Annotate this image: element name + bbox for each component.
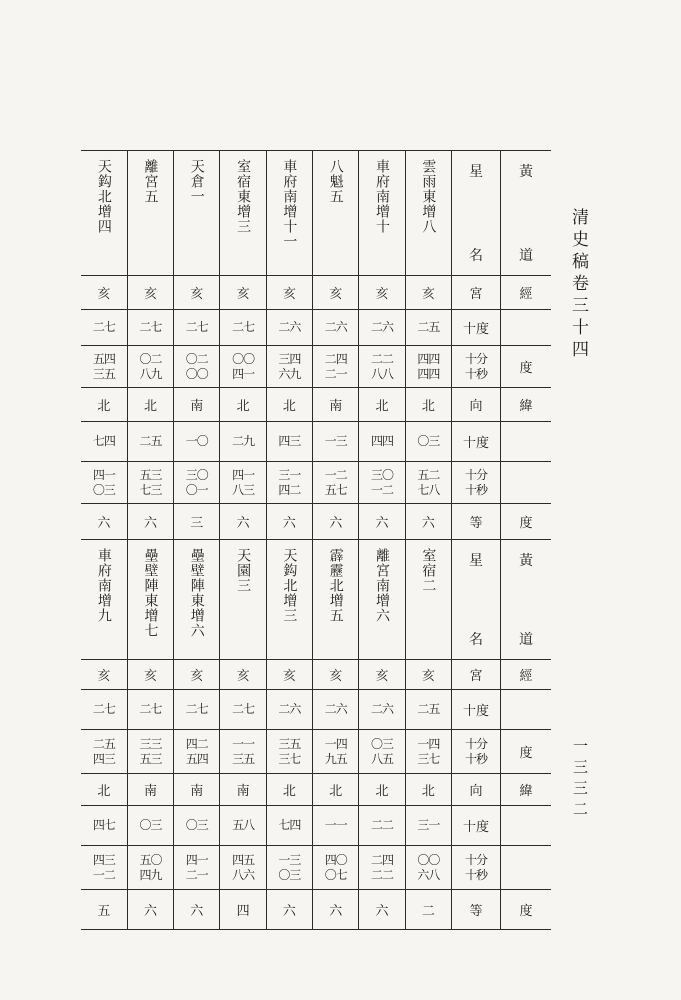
label-gong: 宮 — [452, 660, 501, 690]
xiang-cell: 北 — [405, 388, 451, 422]
star-name-cell — [359, 151, 405, 276]
deng-cell: 三 — [174, 504, 220, 540]
label-xing: 星 — [469, 164, 483, 180]
header-du: 度 — [501, 730, 552, 774]
star-name-cell — [81, 151, 127, 276]
running-title: 清史稿卷三十四 — [568, 208, 588, 362]
header-wei: 緯 — [501, 774, 552, 806]
xiang-cell: 北 — [97, 784, 111, 799]
wei-du-cell: 〇三 — [127, 806, 173, 846]
star-name: 離宮五 — [142, 159, 159, 204]
gong-cell: 亥 — [97, 287, 111, 302]
xiang-cell: 南 — [174, 774, 220, 806]
wei-fen-miao-cell: 一二 五七 — [313, 462, 359, 504]
wei-du-cell: 四七 — [92, 818, 115, 832]
star-name-cell — [313, 540, 359, 660]
star-name: 八魁五 — [327, 159, 344, 204]
xiang-cell: 北 — [220, 388, 266, 422]
jing-du-cell: 二七 — [127, 310, 173, 346]
jing-du-cell: 二六 — [266, 310, 312, 346]
jing-du-cell: 二七 — [174, 310, 220, 346]
jing-du-cell: 二七 — [174, 690, 220, 730]
jing-du-cell: 二七 — [127, 690, 173, 730]
gong-cell: 亥 — [313, 660, 359, 690]
wei-fen-miao-cell: 五三 七三 — [127, 462, 173, 504]
deng-cell: 六 — [174, 890, 220, 930]
xiang-cell: 北 — [359, 388, 405, 422]
jing-fen-miao-cell: 〇二 〇〇 — [174, 346, 220, 388]
jing-fen-miao-cell: 五四 三五 — [92, 351, 115, 381]
deng-cell: 六 — [359, 504, 405, 540]
header-du: 度 — [501, 890, 552, 930]
wei-fen-miao-cell: 五二 七八 — [405, 462, 451, 504]
jing-du-cell: 二六 — [359, 690, 405, 730]
jing-du-cell: 二七 — [220, 310, 266, 346]
deng-cell: 六 — [266, 890, 312, 930]
star-name-cell — [127, 540, 173, 660]
deng-cell: 五 — [97, 904, 111, 919]
gong-cell: 亥 — [266, 276, 312, 310]
wei-du-cell: 一〇 — [174, 422, 220, 462]
wei-du-cell: 五八 — [220, 806, 266, 846]
label-fen-miao: 十分 十秒 — [452, 730, 501, 774]
star-name: 車府南增十一 — [281, 159, 298, 249]
header-huang: 黃 — [519, 164, 533, 180]
xiang-cell: 南 — [220, 774, 266, 806]
gong-cell: 亥 — [174, 276, 220, 310]
wei-fen-miao-cell: 五〇 四九 — [127, 846, 173, 890]
gong-cell: 亥 — [127, 276, 173, 310]
star-name-cell — [266, 151, 312, 276]
deng-cell: 六 — [359, 890, 405, 930]
jing-du-cell: 二六 — [313, 310, 359, 346]
wei-fen-miao-cell: 〇〇 六八 — [405, 846, 451, 890]
wei-du-cell: 一三 — [313, 422, 359, 462]
jing-du-cell: 二七 — [92, 702, 115, 716]
header-huangdao-2 — [501, 540, 552, 660]
xiang-cell: 南 — [174, 388, 220, 422]
wei-fen-miao-cell: 四〇 〇七 — [313, 846, 359, 890]
label-shidu: 十度 — [452, 806, 501, 846]
deng-cell: 六 — [97, 516, 111, 531]
wei-fen-miao-cell: 四一 〇三 — [92, 467, 115, 497]
deng-cell: 六 — [127, 504, 173, 540]
jing-fen-miao-cell: 三四 六九 — [266, 346, 312, 388]
jing-fen-miao-cell: 三三 五三 — [127, 730, 173, 774]
jing-du-cell: 二七 — [92, 320, 115, 334]
wei-fen-miao-cell: 四一 八三 — [220, 462, 266, 504]
star-name-cell — [81, 540, 127, 660]
label-shidu: 十度 — [452, 310, 501, 346]
header-blank — [501, 310, 552, 346]
label-ming: 名 — [469, 632, 483, 648]
xiang-cell: 北 — [97, 399, 111, 414]
wei-fen-miao-cell: 三〇 一二 — [359, 462, 405, 504]
label-xiang: 向 — [452, 774, 501, 806]
gong-cell: 亥 — [359, 276, 405, 310]
star-name: 天園三 — [235, 548, 252, 593]
xiang-cell: 南 — [127, 774, 173, 806]
header-du: 度 — [501, 346, 552, 388]
header-wei: 緯 — [501, 388, 552, 422]
wei-fen-miao-cell: 四五 八六 — [220, 846, 266, 890]
jing-fen-miao-cell: 二五 四三 — [92, 736, 115, 766]
jing-du-cell: 二六 — [266, 690, 312, 730]
star-name-cell — [220, 151, 266, 276]
wei-du-cell: 〇三 — [174, 806, 220, 846]
deng-cell: 六 — [220, 504, 266, 540]
wei-du-cell: 一一 — [313, 806, 359, 846]
star-catalog-table — [81, 150, 551, 930]
jing-du-cell: 二七 — [220, 690, 266, 730]
star-name: 霹靂北增五 — [327, 548, 344, 623]
deng-cell: 四 — [220, 890, 266, 930]
star-name: 天倉一 — [188, 159, 205, 204]
wei-du-cell: 二二 — [359, 806, 405, 846]
deng-cell: 六 — [313, 890, 359, 930]
label-xiang: 向 — [452, 388, 501, 422]
wei-du-cell: 二五 — [127, 422, 173, 462]
gong-cell: 亥 — [174, 660, 220, 690]
header-blank — [501, 690, 552, 730]
wei-fen-miao-cell: 四一 二一 — [174, 846, 220, 890]
header-jing: 經 — [501, 660, 552, 690]
gong-cell: 亥 — [359, 660, 405, 690]
xiang-cell: 北 — [313, 774, 359, 806]
xiang-cell: 南 — [313, 388, 359, 422]
label-shidu: 十度 — [452, 690, 501, 730]
wei-du-cell: 二九 — [220, 422, 266, 462]
gong-cell: 亥 — [405, 660, 451, 690]
star-name-cell — [174, 540, 220, 660]
gong-cell: 亥 — [266, 660, 312, 690]
header-jing: 經 — [501, 276, 552, 310]
star-name-cell — [174, 151, 220, 276]
wei-fen-miao-cell: 一三 〇三 — [266, 846, 312, 890]
deng-cell: 六 — [266, 504, 312, 540]
label-fen-miao: 十分 十秒 — [452, 346, 501, 388]
label-xing-ming — [452, 540, 501, 660]
label-xing: 星 — [469, 553, 483, 569]
label-shidu: 十度 — [452, 422, 501, 462]
wei-du-cell: 四四 — [359, 422, 405, 462]
star-name-cell — [220, 540, 266, 660]
label-gong: 宮 — [452, 276, 501, 310]
jing-fen-miao-cell: 四二 五四 — [174, 730, 220, 774]
header-blank — [501, 806, 552, 846]
label-fen-miao: 十分 十秒 — [452, 462, 501, 504]
wei-du-cell: 七四 — [92, 434, 115, 448]
jing-fen-miao-cell: 一一 三五 — [220, 730, 266, 774]
wei-fen-miao-cell: 三一 四二 — [266, 462, 312, 504]
star-name-cell — [266, 540, 312, 660]
star-name-cell — [127, 151, 173, 276]
deng-cell: 六 — [127, 890, 173, 930]
wei-fen-miao-cell: 三〇 〇一 — [174, 462, 220, 504]
label-fen-miao: 十分 十秒 — [452, 846, 501, 890]
label-deng: 等 — [452, 890, 501, 930]
jing-du-cell: 二六 — [359, 310, 405, 346]
jing-fen-miao-cell: 一四 九五 — [313, 730, 359, 774]
xiang-cell: 北 — [359, 774, 405, 806]
header-blank — [501, 422, 552, 462]
page-number: 一三三二 — [571, 738, 589, 822]
jing-fen-miao-cell: 〇三 八五 — [359, 730, 405, 774]
deng-cell: 六 — [405, 504, 451, 540]
star-name: 室宿二 — [420, 548, 437, 593]
label-ming: 名 — [469, 248, 483, 264]
star-name: 車府南增十 — [374, 159, 391, 234]
star-name: 壘壁陣東增七 — [142, 548, 159, 638]
gong-cell: 亥 — [220, 276, 266, 310]
header-du: 度 — [501, 504, 552, 540]
jing-fen-miao-cell: 二四 二一 — [313, 346, 359, 388]
wei-du-cell: 七四 — [266, 806, 312, 846]
gong-cell: 亥 — [313, 276, 359, 310]
header-blank — [501, 462, 552, 504]
jing-fen-miao-cell: 四四 四四 — [405, 346, 451, 388]
header-huangdao-1 — [501, 151, 552, 276]
xiang-cell: 北 — [127, 388, 173, 422]
gong-cell: 亥 — [220, 660, 266, 690]
star-name: 天鈎北增三 — [281, 548, 298, 623]
wei-du-cell: 四三 — [266, 422, 312, 462]
xiang-cell: 北 — [266, 388, 312, 422]
xiang-cell: 北 — [266, 774, 312, 806]
star-name: 室宿東增三 — [235, 159, 252, 234]
header-dao: 道 — [519, 632, 533, 648]
jing-du-cell: 二五 — [405, 690, 451, 730]
label-deng: 等 — [452, 504, 501, 540]
jing-fen-miao-cell: 一四 三七 — [405, 730, 451, 774]
star-name-cell — [359, 540, 405, 660]
jing-du-cell: 二六 — [313, 690, 359, 730]
wei-fen-miao-cell: 二四 二二 — [359, 846, 405, 890]
gong-cell: 亥 — [405, 276, 451, 310]
jing-fen-miao-cell: 三五 三七 — [266, 730, 312, 774]
jing-fen-miao-cell: 〇二 八九 — [127, 346, 173, 388]
jing-fen-miao-cell: 二二 八八 — [359, 346, 405, 388]
jing-fen-miao-cell: 〇〇 四一 — [220, 346, 266, 388]
star-name-cell — [405, 540, 451, 660]
star-name-cell — [405, 151, 451, 276]
star-name: 車府南增九 — [95, 548, 112, 623]
star-name: 離宮南增六 — [374, 548, 391, 623]
gong-cell: 亥 — [97, 669, 111, 684]
header-blank — [501, 846, 552, 890]
star-name-cell — [313, 151, 359, 276]
deng-cell: 二 — [405, 890, 451, 930]
star-name: 壘壁陣東增六 — [188, 548, 205, 638]
deng-cell: 六 — [313, 504, 359, 540]
gong-cell: 亥 — [127, 660, 173, 690]
jing-du-cell: 二五 — [405, 310, 451, 346]
star-name: 雲雨東增八 — [420, 159, 437, 234]
star-name: 天鈎北增四 — [95, 159, 112, 234]
header-huang: 黃 — [519, 553, 533, 569]
header-dao: 道 — [519, 248, 533, 264]
xiang-cell: 北 — [405, 774, 451, 806]
wei-fen-miao-cell: 四三 一二 — [92, 852, 115, 882]
wei-du-cell: 〇三 — [405, 422, 451, 462]
wei-du-cell: 三一 — [405, 806, 451, 846]
label-xing-ming — [452, 151, 501, 276]
